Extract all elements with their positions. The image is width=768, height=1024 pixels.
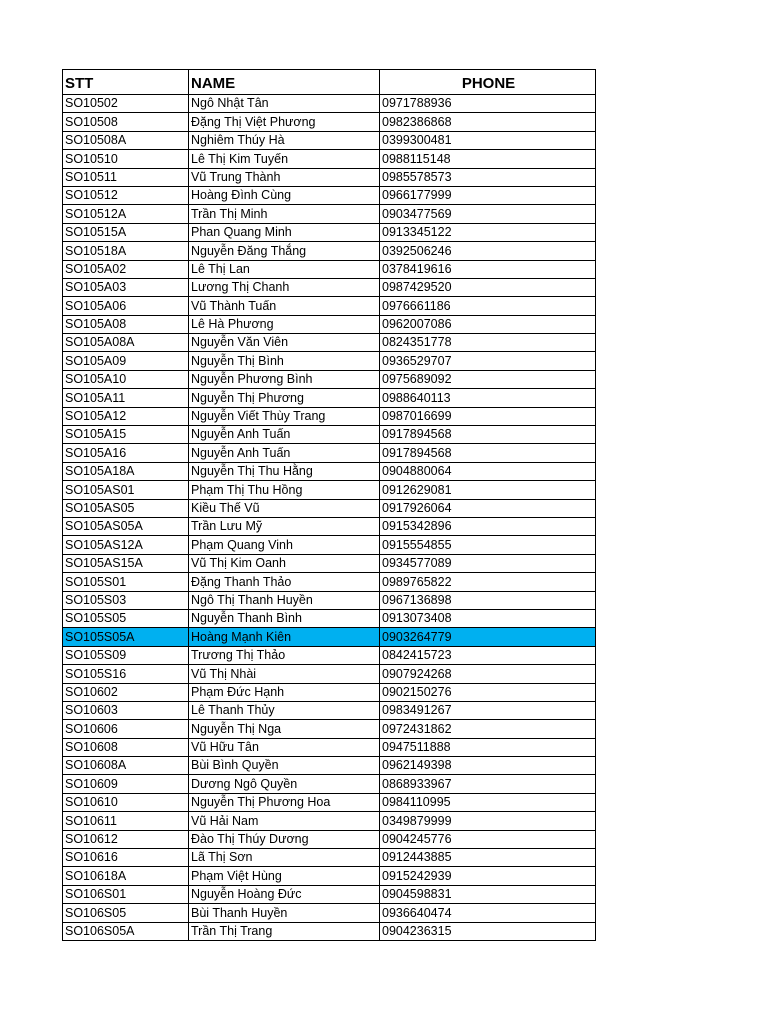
- cell-name[interactable]: Vũ Thành Tuấn: [189, 297, 380, 315]
- cell-stt[interactable]: SO105A16: [63, 444, 189, 462]
- table-row[interactable]: [63, 168, 596, 186]
- cell-stt[interactable]: SO10609: [63, 775, 189, 793]
- table-row[interactable]: [63, 757, 596, 775]
- cell-phone[interactable]: 0904245776: [380, 830, 596, 848]
- cell-phone[interactable]: 0984110995: [380, 793, 596, 811]
- table-row[interactable]: [63, 352, 596, 370]
- table-row[interactable]: [63, 95, 596, 113]
- cell-stt[interactable]: SO10508A: [63, 131, 189, 149]
- cell-name[interactable]: Đặng Thanh Thảo: [189, 573, 380, 591]
- table-row[interactable]: [63, 370, 596, 388]
- table-row[interactable]: [63, 407, 596, 425]
- cell-phone[interactable]: 0903477569: [380, 205, 596, 223]
- table-row[interactable]: [63, 922, 596, 940]
- cell-phone[interactable]: 0985578573: [380, 168, 596, 186]
- cell-stt[interactable]: SO106S05A: [63, 922, 189, 940]
- table-row[interactable]: [63, 591, 596, 609]
- cell-stt[interactable]: SO105A10: [63, 370, 189, 388]
- cell-name[interactable]: Nguyễn Phương Bình: [189, 370, 380, 388]
- cell-stt[interactable]: SO105AS05A: [63, 517, 189, 535]
- cell-stt[interactable]: SO10510: [63, 150, 189, 168]
- cell-stt[interactable]: SO105AS12A: [63, 536, 189, 554]
- table-row[interactable]: [63, 334, 596, 352]
- cell-name[interactable]: Nghiêm Thúy Hà: [189, 131, 380, 149]
- cell-stt[interactable]: SO105S05: [63, 609, 189, 627]
- cell-stt[interactable]: SO105A12: [63, 407, 189, 425]
- cell-phone[interactable]: 0962149398: [380, 757, 596, 775]
- cell-name[interactable]: Nguyễn Hoàng Đức: [189, 885, 380, 903]
- cell-stt[interactable]: SO10511: [63, 168, 189, 186]
- cell-phone[interactable]: 0915554855: [380, 536, 596, 554]
- cell-phone[interactable]: 0917894568: [380, 426, 596, 444]
- cell-phone[interactable]: 0824351778: [380, 334, 596, 352]
- cell-stt[interactable]: SO10512: [63, 186, 189, 204]
- cell-name[interactable]: Hoàng Đình Cùng: [189, 186, 380, 204]
- table-row[interactable]: [63, 242, 596, 260]
- cell-phone[interactable]: 0912629081: [380, 481, 596, 499]
- cell-phone[interactable]: 0917926064: [380, 499, 596, 517]
- table-header: [63, 70, 596, 95]
- table-row[interactable]: [63, 278, 596, 296]
- cell-name[interactable]: Nguyễn Viết Thùy Trang: [189, 407, 380, 425]
- table-row[interactable]: [63, 609, 596, 627]
- cell-stt[interactable]: SO105A11: [63, 389, 189, 407]
- header-stt: STT: [63, 70, 189, 95]
- cell-phone[interactable]: 0907924268: [380, 665, 596, 683]
- cell-stt[interactable]: SO10602: [63, 683, 189, 701]
- table-row[interactable]: [63, 517, 596, 535]
- cell-stt[interactable]: SO105A09: [63, 352, 189, 370]
- cell-name[interactable]: Ngô Nhật Tân: [189, 95, 380, 113]
- table-row[interactable]: [63, 462, 596, 480]
- cell-name[interactable]: Đặng Thị Việt Phương: [189, 113, 380, 131]
- table-row[interactable]: [63, 315, 596, 333]
- cell-phone[interactable]: 0903264779: [380, 628, 596, 646]
- cell-phone[interactable]: 0934577089: [380, 554, 596, 572]
- cell-name[interactable]: Phạm Việt Hùng: [189, 867, 380, 885]
- cell-phone[interactable]: 0936640474: [380, 904, 596, 922]
- table-row[interactable]: [63, 573, 596, 591]
- cell-stt[interactable]: SO10508: [63, 113, 189, 131]
- cell-stt[interactable]: SO10608: [63, 738, 189, 756]
- cell-stt[interactable]: SO10512A: [63, 205, 189, 223]
- table-row[interactable]: [63, 665, 596, 683]
- table-row[interactable]: [63, 775, 596, 793]
- cell-stt[interactable]: SO105A03: [63, 278, 189, 296]
- cell-phone[interactable]: 0962007086: [380, 315, 596, 333]
- cell-phone[interactable]: 0913345122: [380, 223, 596, 241]
- table-body: [63, 95, 596, 941]
- table-row[interactable]: [63, 444, 596, 462]
- cell-name[interactable]: Nguyễn Thị Thu Hằng: [189, 462, 380, 480]
- cell-name[interactable]: Nguyễn Văn Viên: [189, 334, 380, 352]
- cell-name[interactable]: Hoàng Mạnh Kiên: [189, 628, 380, 646]
- cell-stt[interactable]: SO10611: [63, 812, 189, 830]
- cell-stt[interactable]: SO10616: [63, 849, 189, 867]
- cell-name[interactable]: Nguyễn Thị Bình: [189, 352, 380, 370]
- table-row[interactable]: [63, 481, 596, 499]
- cell-stt[interactable]: SO10515A: [63, 223, 189, 241]
- cell-name[interactable]: Trần Thị Trang: [189, 922, 380, 940]
- cell-stt[interactable]: SO105A02: [63, 260, 189, 278]
- cell-phone[interactable]: 0378419616: [380, 260, 596, 278]
- table-row[interactable]: [63, 720, 596, 738]
- header-name: NAME: [189, 70, 380, 95]
- cell-name[interactable]: Nguyễn Thị Nga: [189, 720, 380, 738]
- cell-phone[interactable]: 0971788936: [380, 95, 596, 113]
- cell-phone[interactable]: 0967136898: [380, 591, 596, 609]
- contact-table: [62, 69, 596, 941]
- cell-phone[interactable]: 0868933967: [380, 775, 596, 793]
- cell-phone[interactable]: 0842415723: [380, 646, 596, 664]
- cell-phone[interactable]: 0988115148: [380, 150, 596, 168]
- table-row[interactable]: [63, 536, 596, 554]
- cell-name[interactable]: Đào Thị Thúy Dương: [189, 830, 380, 848]
- cell-phone[interactable]: 0904598831: [380, 885, 596, 903]
- table-row[interactable]: [63, 389, 596, 407]
- cell-name[interactable]: Nguyễn Anh Tuấn: [189, 426, 380, 444]
- table-row[interactable]: [63, 297, 596, 315]
- cell-stt[interactable]: SO10606: [63, 720, 189, 738]
- table-row[interactable]: [63, 113, 596, 131]
- cell-phone[interactable]: 0987016699: [380, 407, 596, 425]
- header-phone: PHONE: [380, 70, 596, 95]
- cell-stt[interactable]: SO105S03: [63, 591, 189, 609]
- table-row[interactable]: [63, 205, 596, 223]
- cell-phone[interactable]: 0975689092: [380, 370, 596, 388]
- cell-name[interactable]: Dương Ngô Quyền: [189, 775, 380, 793]
- cell-name[interactable]: Phạm Quang Vinh: [189, 536, 380, 554]
- cell-stt[interactable]: SO10502: [63, 95, 189, 113]
- cell-stt[interactable]: SO10618A: [63, 867, 189, 885]
- cell-phone[interactable]: 0917894568: [380, 444, 596, 462]
- cell-stt[interactable]: SO105S16: [63, 665, 189, 683]
- cell-phone[interactable]: 0349879999: [380, 812, 596, 830]
- table-row[interactable]: [63, 223, 596, 241]
- cell-name[interactable]: Nguyễn Anh Tuấn: [189, 444, 380, 462]
- table-row[interactable]: [63, 683, 596, 701]
- cell-name[interactable]: Phạm Đức Hạnh: [189, 683, 380, 701]
- cell-name[interactable]: Trần Thị Minh: [189, 205, 380, 223]
- cell-phone[interactable]: 0392506246: [380, 242, 596, 260]
- table-row[interactable]: [63, 131, 596, 149]
- cell-stt[interactable]: SO105AS15A: [63, 554, 189, 572]
- cell-name[interactable]: Bùi Thanh Huyền: [189, 904, 380, 922]
- cell-name[interactable]: Bùi Bình Quyền: [189, 757, 380, 775]
- cell-phone[interactable]: 0915242939: [380, 867, 596, 885]
- cell-name[interactable]: Phạm Thị Thu Hồng: [189, 481, 380, 499]
- header-row: [63, 70, 596, 95]
- cell-stt[interactable]: SO105A06: [63, 297, 189, 315]
- table-row[interactable]: [63, 150, 596, 168]
- cell-stt[interactable]: SO105AS05: [63, 499, 189, 517]
- cell-stt[interactable]: SO105AS01: [63, 481, 189, 499]
- cell-phone[interactable]: 0989765822: [380, 573, 596, 591]
- cell-stt[interactable]: SO10608A: [63, 757, 189, 775]
- cell-phone[interactable]: 0904236315: [380, 922, 596, 940]
- cell-phone[interactable]: 0913073408: [380, 609, 596, 627]
- cell-phone[interactable]: 0947511888: [380, 738, 596, 756]
- cell-name[interactable]: Vũ Hữu Tân: [189, 738, 380, 756]
- table-row[interactable]: [63, 830, 596, 848]
- cell-phone[interactable]: 0912443885: [380, 849, 596, 867]
- table-row[interactable]: [63, 646, 596, 664]
- table-row[interactable]: [63, 260, 596, 278]
- cell-stt[interactable]: SO106S05: [63, 904, 189, 922]
- cell-phone[interactable]: 0972431862: [380, 720, 596, 738]
- table-row[interactable]: [63, 499, 596, 517]
- table-row[interactable]: [63, 885, 596, 903]
- cell-stt[interactable]: SO105A08: [63, 315, 189, 333]
- cell-name[interactable]: Lã Thị Sơn: [189, 849, 380, 867]
- cell-phone[interactable]: 0983491267: [380, 701, 596, 719]
- table-row[interactable]: [63, 738, 596, 756]
- cell-name[interactable]: Lê Thanh Thủy: [189, 701, 380, 719]
- cell-name[interactable]: Nguyễn Thị Phương Hoa: [189, 793, 380, 811]
- cell-stt[interactable]: SO10612: [63, 830, 189, 848]
- cell-phone[interactable]: 0902150276: [380, 683, 596, 701]
- cell-name[interactable]: Lê Thị Kim Tuyến: [189, 150, 380, 168]
- cell-name[interactable]: Nguyễn Thanh Bình: [189, 609, 380, 627]
- cell-name[interactable]: Ngô Thị Thanh Huyền: [189, 591, 380, 609]
- cell-stt[interactable]: SO106S01: [63, 885, 189, 903]
- cell-name[interactable]: Nguyễn Thị Phương: [189, 389, 380, 407]
- cell-name[interactable]: Lê Hà Phương: [189, 315, 380, 333]
- cell-phone[interactable]: 0966177999: [380, 186, 596, 204]
- cell-name[interactable]: Vũ Thị Nhài: [189, 665, 380, 683]
- table-row-highlighted[interactable]: [63, 628, 596, 646]
- cell-stt[interactable]: SO105A15: [63, 426, 189, 444]
- table-row[interactable]: [63, 812, 596, 830]
- table-row[interactable]: [63, 867, 596, 885]
- cell-name[interactable]: Vũ Thị Kim Oanh: [189, 554, 380, 572]
- cell-name[interactable]: Trương Thị Thảo: [189, 646, 380, 664]
- cell-stt[interactable]: SO105S05A: [63, 628, 189, 646]
- cell-phone[interactable]: 0976661186: [380, 297, 596, 315]
- cell-stt[interactable]: SO10603: [63, 701, 189, 719]
- cell-stt[interactable]: SO10518A: [63, 242, 189, 260]
- cell-name[interactable]: Vũ Trung Thành: [189, 168, 380, 186]
- cell-name[interactable]: Lương Thị Chanh: [189, 278, 380, 296]
- cell-stt[interactable]: SO105A18A: [63, 462, 189, 480]
- table-row[interactable]: [63, 554, 596, 572]
- table-row[interactable]: [63, 186, 596, 204]
- cell-stt[interactable]: SO105S09: [63, 646, 189, 664]
- table-row[interactable]: [63, 701, 596, 719]
- cell-stt[interactable]: SO10610: [63, 793, 189, 811]
- cell-name[interactable]: Trần Lưu Mỹ: [189, 517, 380, 535]
- cell-phone[interactable]: 0936529707: [380, 352, 596, 370]
- cell-phone[interactable]: 0904880064: [380, 462, 596, 480]
- table-row[interactable]: [63, 426, 596, 444]
- cell-phone[interactable]: 0399300481: [380, 131, 596, 149]
- cell-name[interactable]: Vũ Hải Nam: [189, 812, 380, 830]
- cell-phone[interactable]: 0982386868: [380, 113, 596, 131]
- cell-stt[interactable]: SO105A08A: [63, 334, 189, 352]
- cell-name[interactable]: Lê Thị Lan: [189, 260, 380, 278]
- table-row[interactable]: [63, 904, 596, 922]
- cell-stt[interactable]: SO105S01: [63, 573, 189, 591]
- cell-phone[interactable]: 0988640113: [380, 389, 596, 407]
- table-row[interactable]: [63, 793, 596, 811]
- cell-name[interactable]: Phan Quang Minh: [189, 223, 380, 241]
- cell-name[interactable]: Kiều Thế Vũ: [189, 499, 380, 517]
- table-row[interactable]: [63, 849, 596, 867]
- cell-phone[interactable]: 0915342896: [380, 517, 596, 535]
- cell-name[interactable]: Nguyễn Đăng Thắng: [189, 242, 380, 260]
- cell-phone[interactable]: 0987429520: [380, 278, 596, 296]
